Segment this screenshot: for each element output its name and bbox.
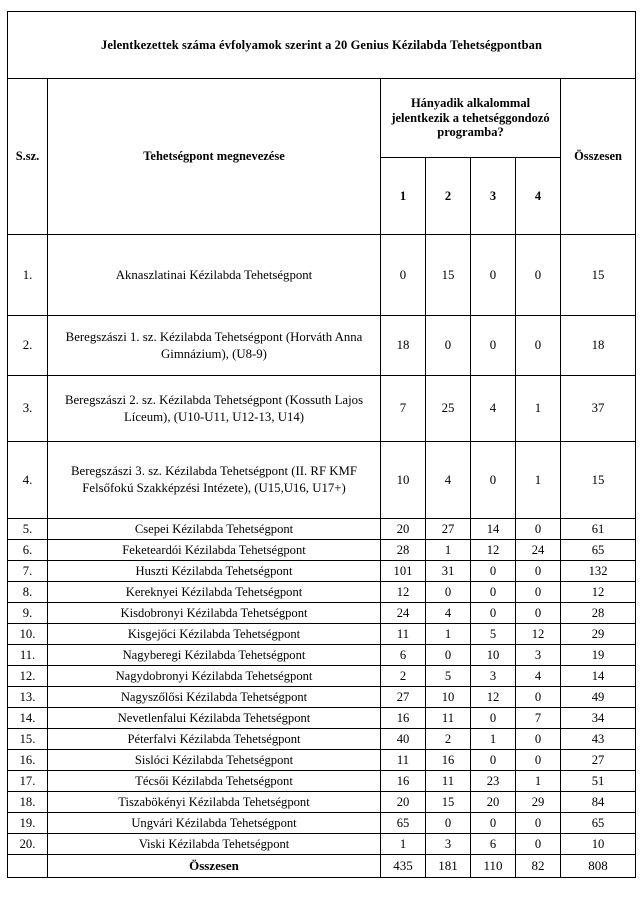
row-value-4: 1	[516, 376, 561, 442]
row-value-1: 20	[381, 792, 426, 813]
row-total: 15	[561, 235, 636, 316]
row-value-4: 0	[516, 582, 561, 603]
row-number: 14.	[8, 708, 48, 729]
table-row	[8, 687, 636, 708]
row-name: Beregszászi 2. sz. Kézilabda Tehetségpont (Kossuth Lajos Líceum), (U10-U11, U12-13, U14)	[48, 376, 381, 442]
row-value-1: 20	[381, 519, 426, 540]
row-value-4: 1	[516, 771, 561, 792]
row-value-1: 101	[381, 561, 426, 582]
row-name: Csepei Kézilabda Tehetségpont	[48, 519, 381, 540]
row-value-1: 16	[381, 708, 426, 729]
row-value-4: 1	[516, 442, 561, 519]
row-value-4: 0	[516, 750, 561, 771]
row-value-2: 31	[426, 561, 471, 582]
row-value-2: 0	[426, 813, 471, 834]
row-value-3: 0	[471, 750, 516, 771]
row-value-2: 4	[426, 442, 471, 519]
row-value-1: 7	[381, 376, 426, 442]
row-value-1: 65	[381, 813, 426, 834]
row-value-1: 10	[381, 442, 426, 519]
row-value-4: 0	[516, 316, 561, 376]
table-row	[8, 771, 636, 792]
table-row	[8, 624, 636, 645]
row-name: Nevetlenfalui Kézilabda Tehetségpont	[48, 708, 381, 729]
row-value-3: 0	[471, 235, 516, 316]
row-total: 132	[561, 561, 636, 582]
row-value-3: 0	[471, 442, 516, 519]
table-row	[8, 603, 636, 624]
row-value-3: 3	[471, 666, 516, 687]
row-total: 43	[561, 729, 636, 750]
row-number: 20.	[8, 834, 48, 855]
row-total: 19	[561, 645, 636, 666]
row-number: 17.	[8, 771, 48, 792]
row-number: 7.	[8, 561, 48, 582]
row-value-3: 0	[471, 316, 516, 376]
row-number: 18.	[8, 792, 48, 813]
row-total: 34	[561, 708, 636, 729]
row-total: 84	[561, 792, 636, 813]
column-header-attempt-2: 2	[426, 158, 471, 235]
row-number: 10.	[8, 624, 48, 645]
table-row	[8, 582, 636, 603]
column-header-name: Tehetségpont megnevezése	[48, 79, 381, 235]
row-value-4: 4	[516, 666, 561, 687]
applicants-table	[7, 11, 636, 878]
row-number: 15.	[8, 729, 48, 750]
table-row	[8, 316, 636, 376]
row-name: Viski Kézilabda Tehetségpont	[48, 834, 381, 855]
row-value-3: 4	[471, 376, 516, 442]
table-row	[8, 442, 636, 519]
row-value-2: 0	[426, 645, 471, 666]
row-value-1: 12	[381, 582, 426, 603]
row-value-2: 2	[426, 729, 471, 750]
row-name: Técsői Kézilabda Tehetségpont	[48, 771, 381, 792]
column-header-attempt-3: 3	[471, 158, 516, 235]
row-total: 51	[561, 771, 636, 792]
row-value-3: 0	[471, 603, 516, 624]
row-value-2: 4	[426, 603, 471, 624]
row-value-3: 5	[471, 624, 516, 645]
row-value-4: 0	[516, 603, 561, 624]
row-value-1: 0	[381, 235, 426, 316]
row-value-3: 0	[471, 708, 516, 729]
row-number: 4.	[8, 442, 48, 519]
row-number: 12.	[8, 666, 48, 687]
totals-value-3: 110	[471, 855, 516, 878]
row-total: 49	[561, 687, 636, 708]
table-row	[8, 729, 636, 750]
row-value-2: 25	[426, 376, 471, 442]
row-value-1: 28	[381, 540, 426, 561]
row-value-2: 0	[426, 582, 471, 603]
row-value-2: 15	[426, 235, 471, 316]
row-name: Kisdobronyi Kézilabda Tehetségpont	[48, 603, 381, 624]
table-row	[8, 750, 636, 771]
row-value-3: 0	[471, 582, 516, 603]
column-header-ssz: S.sz.	[8, 79, 48, 235]
row-value-1: 2	[381, 666, 426, 687]
row-value-1: 40	[381, 729, 426, 750]
table-row	[8, 519, 636, 540]
row-value-4: 0	[516, 519, 561, 540]
row-name: Kisgejőci Kézilabda Tehetségpont	[48, 624, 381, 645]
row-value-2: 15	[426, 792, 471, 813]
column-header-attempt-1: 1	[381, 158, 426, 235]
row-name: Tiszabökényi Kézilabda Tehetségpont	[48, 792, 381, 813]
column-header-attempt-group: Hányadik alkalommal jelentkezik a tehetséggondozó programba?	[381, 79, 561, 158]
row-value-2: 16	[426, 750, 471, 771]
row-value-4: 0	[516, 687, 561, 708]
table-row	[8, 792, 636, 813]
table-row	[8, 813, 636, 834]
totals-grand-total: 808	[561, 855, 636, 878]
totals-row-number	[8, 855, 48, 878]
totals-row	[8, 855, 636, 878]
row-value-1: 1	[381, 834, 426, 855]
row-name: Péterfalvi Kézilabda Tehetségpont	[48, 729, 381, 750]
row-number: 9.	[8, 603, 48, 624]
row-value-1: 27	[381, 687, 426, 708]
row-name: Beregszászi 3. sz. Kézilabda Tehetségpont (II. RF KMF Felsőfokú Szakképzési Intézete), (U15,U16, U17+)	[48, 442, 381, 519]
table-row	[8, 540, 636, 561]
page-title: Jelentkezettek száma évfolyamok szerint a 20 Genius Kézilabda Tehetségpontban	[8, 12, 636, 79]
totals-value-4: 82	[516, 855, 561, 878]
table-row	[8, 834, 636, 855]
row-name: Huszti Kézilabda Tehetségpont	[48, 561, 381, 582]
row-value-2: 0	[426, 316, 471, 376]
row-value-4: 0	[516, 729, 561, 750]
totals-label: Összesen	[48, 855, 381, 878]
row-value-2: 10	[426, 687, 471, 708]
table-row	[8, 561, 636, 582]
row-name: Nagydobronyi Kézilabda Tehetségpont	[48, 666, 381, 687]
row-name: Feketeardói Kézilabda Tehetségpont	[48, 540, 381, 561]
row-total: 37	[561, 376, 636, 442]
row-name: Kereknyei Kézilabda Tehetségpont	[48, 582, 381, 603]
row-total: 14	[561, 666, 636, 687]
row-value-1: 11	[381, 624, 426, 645]
row-name: Beregszászi 1. sz. Kézilabda Tehetségpont (Horváth Anna Gimnázium), (U8-9)	[48, 316, 381, 376]
row-number: 11.	[8, 645, 48, 666]
row-name: Aknaszlatinai Kézilabda Tehetségpont	[48, 235, 381, 316]
table-row	[8, 235, 636, 316]
row-value-3: 14	[471, 519, 516, 540]
title-row	[8, 12, 636, 79]
totals-value-1: 435	[381, 855, 426, 878]
row-name: Sislóci Kézilabda Tehetségpont	[48, 750, 381, 771]
row-value-2: 5	[426, 666, 471, 687]
row-number: 5.	[8, 519, 48, 540]
row-value-4: 29	[516, 792, 561, 813]
row-value-3: 1	[471, 729, 516, 750]
row-number: 16.	[8, 750, 48, 771]
row-value-4: 3	[516, 645, 561, 666]
row-value-4: 12	[516, 624, 561, 645]
row-total: 12	[561, 582, 636, 603]
row-number: 1.	[8, 235, 48, 316]
row-total: 10	[561, 834, 636, 855]
row-value-1: 6	[381, 645, 426, 666]
row-value-3: 12	[471, 687, 516, 708]
row-value-3: 0	[471, 561, 516, 582]
row-total: 61	[561, 519, 636, 540]
row-value-4: 0	[516, 834, 561, 855]
row-value-3: 0	[471, 813, 516, 834]
row-value-2: 11	[426, 708, 471, 729]
row-value-3: 6	[471, 834, 516, 855]
row-number: 2.	[8, 316, 48, 376]
row-name: Ungvári Kézilabda Tehetségpont	[48, 813, 381, 834]
column-header-attempt-4: 4	[516, 158, 561, 235]
row-total: 15	[561, 442, 636, 519]
row-value-2: 3	[426, 834, 471, 855]
row-value-4: 0	[516, 561, 561, 582]
row-value-1: 18	[381, 316, 426, 376]
row-value-1: 11	[381, 750, 426, 771]
row-total: 65	[561, 813, 636, 834]
row-value-4: 24	[516, 540, 561, 561]
row-number: 19.	[8, 813, 48, 834]
row-value-4: 7	[516, 708, 561, 729]
row-total: 29	[561, 624, 636, 645]
row-number: 3.	[8, 376, 48, 442]
row-value-2: 27	[426, 519, 471, 540]
table-row	[8, 708, 636, 729]
row-value-4: 0	[516, 235, 561, 316]
row-value-2: 1	[426, 540, 471, 561]
table-row	[8, 376, 636, 442]
row-total: 65	[561, 540, 636, 561]
row-total: 28	[561, 603, 636, 624]
table-row	[8, 666, 636, 687]
column-header-total: Összesen	[561, 79, 636, 235]
row-value-3: 20	[471, 792, 516, 813]
row-value-3: 10	[471, 645, 516, 666]
row-number: 6.	[8, 540, 48, 561]
row-value-3: 23	[471, 771, 516, 792]
row-total: 18	[561, 316, 636, 376]
totals-value-2: 181	[426, 855, 471, 878]
header-row-group	[8, 79, 636, 158]
row-value-1: 16	[381, 771, 426, 792]
row-value-3: 12	[471, 540, 516, 561]
row-name: Nagyszőlősi Kézilabda Tehetségpont	[48, 687, 381, 708]
row-number: 8.	[8, 582, 48, 603]
row-total: 27	[561, 750, 636, 771]
row-value-1: 24	[381, 603, 426, 624]
row-value-4: 0	[516, 813, 561, 834]
row-name: Nagyberegi Kézilabda Tehetségpont	[48, 645, 381, 666]
table-row	[8, 645, 636, 666]
row-number: 13.	[8, 687, 48, 708]
row-value-2: 1	[426, 624, 471, 645]
row-value-2: 11	[426, 771, 471, 792]
